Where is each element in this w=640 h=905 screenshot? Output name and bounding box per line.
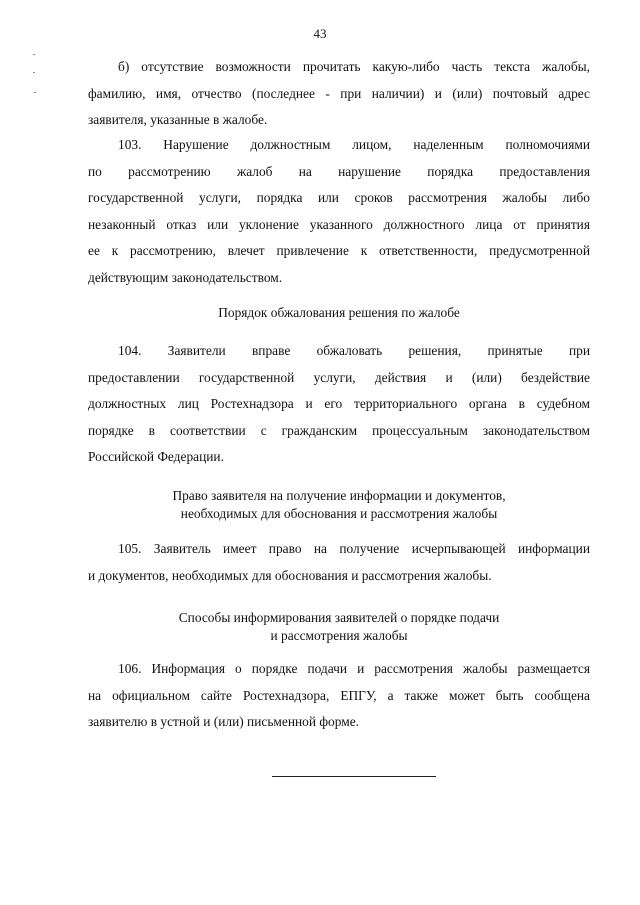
paragraph-line: Российской Федерации. (88, 449, 224, 464)
paragraph-line: незаконный отказ или уклонение указанного должностного лица от принятия (88, 216, 590, 232)
paragraph-line: предоставлении государственной услуги, действия и (или) бездействие (88, 369, 590, 385)
paragraph-line: заявителя, указанные в жалобе. (88, 112, 268, 127)
closing-rule (272, 776, 436, 777)
scan-speck (34, 92, 36, 93)
paragraph-line: фамилию, имя, отчество (последнее - при наличии) и (или) почтовый адрес (88, 85, 590, 101)
paragraph-line: 105. Заявитель имеет право на получение исчерпывающей информации (118, 541, 590, 556)
paragraph-line: на официальном сайте Ростехнадзора, ЕПГУ, а также может быть сообщена (88, 687, 590, 703)
page-number: 43 (313, 26, 327, 41)
paragraph-line: 103. Нарушение должностным лицом, наделенным полномочиями (118, 137, 590, 152)
paragraph-106 (88, 656, 590, 736)
paragraph-104 (88, 338, 590, 471)
scan-speck (33, 54, 35, 55)
heading-line: необходимых для обоснования и рассмотрения жалобы (180, 506, 498, 521)
paragraph-line: 106. Информация о порядке подачи и рассмотрения жалобы размещается (118, 661, 590, 676)
heading-line: Способы информирования заявителей о порядке подачи (178, 610, 500, 625)
section-heading-informing-methods (88, 609, 590, 645)
heading-line: Порядок обжалования решения по жалобе (218, 305, 460, 320)
paragraph-line: государственной услуги, порядка или сроков рассмотрения жалобы либо (88, 190, 590, 205)
paragraph-103 (88, 132, 590, 291)
paragraph-line: 104. Заявители вправе обжаловать решения, принятые при (118, 343, 590, 358)
scan-speck (33, 72, 35, 73)
section-heading-appeal (88, 304, 590, 322)
heading-line: и рассмотрения жалобы (270, 628, 408, 643)
paragraph-b (88, 54, 590, 134)
paragraph-line: действующим законодательством. (88, 269, 283, 285)
paragraph-line: должностных лиц Ростехнадзора и его территориального органа в судебном (88, 396, 590, 411)
paragraph-line: б) отсутствие возможности прочитать какую-либо часть текста жалобы, (118, 59, 590, 74)
paragraph-line: по рассмотрению жалоб на нарушение порядка предоставления (88, 163, 590, 179)
paragraph-line: порядке в соответствии с гражданским процессуальным законодательством (88, 422, 590, 438)
paragraph-line: ее к рассмотрению, влечет привлечение к ответственности, предусмотренной (88, 243, 590, 258)
section-heading-right-to-information (88, 487, 590, 523)
paragraph-line: заявителю в устной и (или) письменной форме. (88, 714, 360, 729)
paragraph-105 (88, 536, 590, 589)
heading-line: Право заявителя на получение информации и документов, (172, 488, 506, 503)
paragraph-line: и документов, необходимых для обоснования и рассмотрения жалобы. (88, 567, 492, 583)
